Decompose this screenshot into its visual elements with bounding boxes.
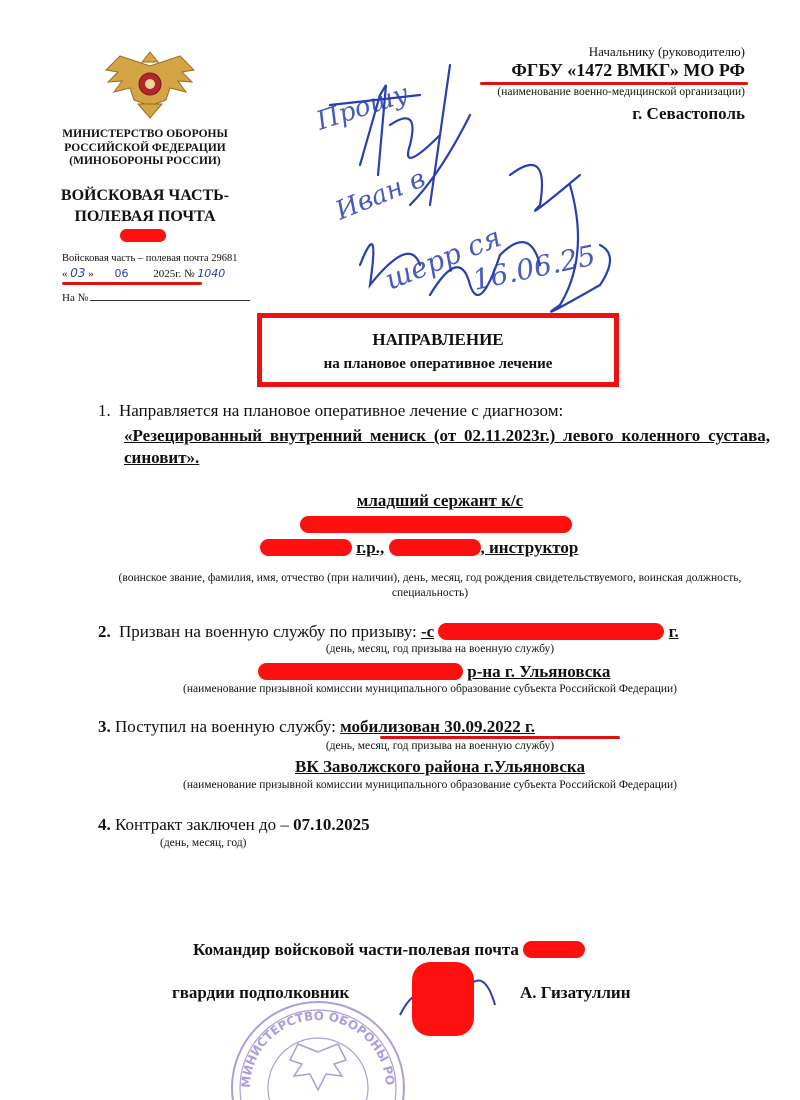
date-number: 1040	[197, 267, 226, 280]
section-4	[98, 815, 778, 835]
doc-subtitle: на плановое оперативное лечение	[323, 356, 553, 372]
section-1-birth-line	[260, 538, 610, 558]
addressee-org-caption: (наименование военно-медицинской организации)	[497, 86, 745, 98]
resolution-line-1: Прошу	[312, 78, 413, 137]
section-3-text: Поступил на военную службу:	[115, 717, 336, 736]
na-no-line	[62, 292, 250, 304]
section-2-value-suffix: г.	[668, 622, 679, 641]
section-3-commission: ВК Заволжского района г.Ульяновска	[295, 757, 585, 776]
unit-title-line-1: ВОЙСКОВАЯ ЧАСТЬ-	[60, 187, 230, 204]
section-1	[98, 401, 778, 421]
redline-mobilized	[380, 736, 620, 739]
unit-title-line-2: ПОЛЕВАЯ ПОЧТА	[74, 208, 216, 225]
redaction-conscription-date	[438, 623, 664, 640]
unit-title	[30, 185, 260, 227]
section-4-value: 07.10.2025	[293, 815, 370, 834]
footer-commander-text: Командир войсковой части-полевая почта	[193, 940, 519, 959]
official-stamp	[222, 959, 408, 1100]
redaction-commission	[258, 663, 463, 680]
date-close-quote: »	[88, 268, 94, 280]
resolution-line-3: шерр ся	[380, 220, 506, 297]
redaction-full-name	[300, 516, 572, 533]
unit-small-line: Войсковая часть – полевая почта 29681	[62, 253, 238, 264]
resolution-handwriting	[300, 55, 630, 325]
section-2-caption-2: (наименование призывной комиссии муниципального образование субъекта Российской Федерации)	[183, 683, 677, 695]
redaction-birth-date	[260, 539, 352, 556]
section-1-position: , инструктор	[480, 538, 579, 557]
section-2	[98, 622, 778, 642]
section-3-caption-2: (наименование призывной комиссии муниципального образование субъекта Российской Федерации)	[183, 779, 677, 791]
section-1-diagnosis: «Резецированный внутренний мениск (от 02.11.2023г.) левого коленного сустава, синовит».	[124, 426, 770, 467]
section-2-caption-1: (день, месяц, год призыва на военную службу)	[325, 643, 555, 655]
ministry-line-2: РОССИЙСКОЙ ФЕДЕРАЦИИ	[64, 141, 226, 154]
section-4-number: 4.	[98, 815, 111, 834]
section-4-caption: (день, месяц, год)	[160, 837, 247, 849]
date-month: 06	[114, 267, 129, 280]
date-day: 03	[70, 266, 86, 280]
redline-date	[62, 282, 202, 285]
ministry-line-3: (МИНОБОРОНЫ РОССИИ)	[69, 155, 221, 167]
section-2-commission: р-на г. Ульяновска	[467, 662, 611, 681]
section-2-number: 2.	[98, 622, 111, 641]
doc-title: НАПРАВЛЕНИЕ	[372, 330, 504, 349]
section-3	[98, 717, 778, 737]
ministry-line-1: МИНИСТЕРСТВО ОБОРОНЫ	[62, 128, 228, 140]
section-1-rank: младший сержант к/с	[356, 491, 524, 510]
date-open-quote: «	[62, 268, 68, 280]
footer-commander	[193, 940, 693, 960]
redaction-signature	[412, 962, 474, 1036]
section-3-caption-1: (день, месяц, год призыва на военную службу)	[325, 740, 555, 752]
section-3-value: мобилизован 30.09.2022 г.	[340, 717, 535, 736]
footer-rank: гвардии подполковник	[172, 983, 350, 1002]
resolution-line-4: 16.06.25	[469, 238, 599, 297]
svg-text:МИНИСТЕРСТВО ОБОРОНЫ РОССИЙСКО	[222, 958, 397, 1088]
section-1-text: Направляется на плановое оперативное лечение с диагнозом:	[119, 401, 564, 420]
addressee-org: ФГБУ «1472 ВМКГ» МО РФ	[511, 60, 745, 80]
redaction-unit-number	[120, 229, 166, 242]
ministry-emblem	[100, 48, 200, 120]
section-4-text: Контракт заключен до –	[115, 815, 289, 834]
addressee-to-line: Начальнику (руководителю)	[588, 44, 745, 59]
section-1-birth-suffix: г.р.,	[356, 538, 385, 557]
stamp-eagle-icon	[290, 1044, 346, 1090]
redaction-commander-unit	[523, 941, 585, 958]
section-1-number: 1.	[98, 401, 111, 420]
eagle-emblem-icon	[100, 48, 200, 120]
section-2-value-prefix: -с	[420, 622, 435, 641]
resolution-line-2: Иван в	[331, 163, 430, 227]
date-number-sign: №	[184, 268, 195, 280]
section-2-text: Призван на военную службу по призыву:	[119, 622, 417, 641]
date-line	[62, 266, 262, 280]
ministry-block	[40, 128, 250, 169]
section-1-caption: (воинское звание, фамилия, имя, отчество (при наличии), день, месяц, год рождения свидетельствуемого, воинская должность, специальность)	[118, 572, 742, 599]
footer-name: А. Гизатуллин	[520, 983, 631, 1002]
title-box	[257, 313, 619, 387]
na-no-blank	[90, 300, 250, 301]
redaction-position	[389, 539, 481, 556]
na-no-label: На №	[62, 292, 89, 304]
date-year: 2025г.	[153, 268, 182, 280]
addressee-city: г. Севастополь	[632, 104, 745, 123]
section-3-number: 3.	[98, 717, 111, 736]
section-2-commission-line	[258, 662, 618, 682]
stamp-text: МИНИСТЕРСТВО ОБОРОНЫ РОССИЙСКОЙ ФЕДЕРАЦИИ • ВОЙСКОВАЯ ЧАСТЬ • ПОЛЕВАЯ ПОЧТА 29681 •	[222, 959, 398, 1089]
